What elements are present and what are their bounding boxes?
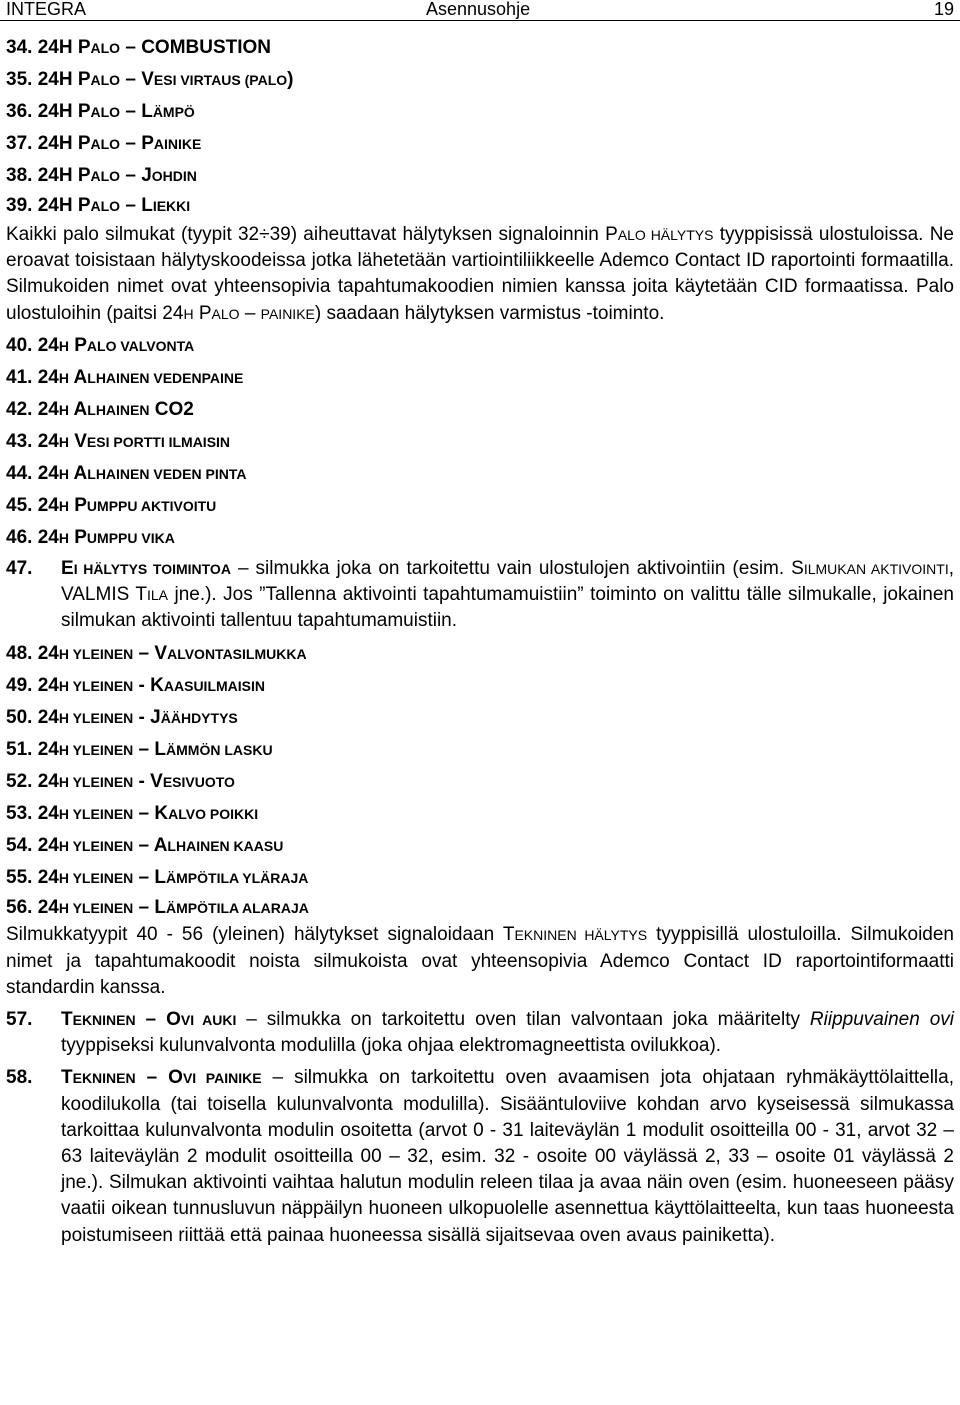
- loop-heading-48: 48. 24H YLEINEN – VALVONTASILMUKKA: [6, 643, 307, 665]
- loop-heading-56: 56. 24H YLEINEN – LÄMPÖTILA ALARAJA: [6, 897, 309, 919]
- loop-heading-39: 39. 24H PALO – LIEKKI: [6, 195, 191, 216]
- loop-item-58: 58. TEKNINEN – OVI PAINIKE – silmukka on tarkoitettu oven avaamisen jota ohjataan ryhmäkäyttölaittella, koodilukolla (tai toisella kulunvalvonta modulilla). Sisääntuloviive kohdan arvo kyseisessä silmukassa tarkoittaa kulunvalvonta modulin osoitetta (arvot 0 - 31 laiteväylän 1 modulit osoitteilla 00 - 31, arvot 32 – 63 laiteväylän 2 modulit osoitteilla 00 – 32, esim. 32 - osoite 00 väylässä 2, 33 – osoite 01 väylässä 2 jne.). Silmukan aktivointi vaihtaa halutun modulin releen tilaa ja avaa näin oven (esim. huoneeseen pääsy vaatii oikean tunnusluvun näppäilyn huoneen ulkopuolelle asennettua käyttölaitteelta, kun taas huoneesta poistumiseen riittää että painaa huoneessa sisällä sijaitsevaa oven avaus painiketta).: [6, 1067, 954, 1246]
- loop-heading-50: 50. 24H YLEINEN - JÄÄHDYTYS: [6, 707, 238, 729]
- loop-heading-35: 35. 24H PALO – VESI VIRTAUS (PALO): [6, 69, 294, 90]
- loop-heading-44: 44. 24H ALHAINEN VEDEN PINTA: [6, 462, 247, 484]
- loop-heading-53: 53. 24H YLEINEN – KALVO POIKKI: [6, 803, 259, 825]
- loop-heading-36: 36. 24H PALO – LÄMPÖ: [6, 101, 195, 122]
- loop-item-47: 47. EI HÄLYTYS TOIMINTOA – silmukka joka on tarkoitettu vain ulostulojen aktivointiin (esim. SILMUKAN AKTIVOINTI, VALMIS TILA jne.). Jos ”Tallenna aktivointi tapahtumamuistiin” toiminto on valittu tälle silmukalle, jokainen silmukan aktivointi tallentuu tapahtumamuistiin.: [6, 557, 955, 632]
- page-header: [0, 0, 960, 21]
- general-loops-description: Silmukkatyypit 40 - 56 (yleinen) hälytykset signaloidaan TEKNINEN HÄLYTYS tyyppisillä ulostuloilla. Silmukoiden nimet ja tapahtumakoodit noista silmukoista ovat yhteensopivia Ademco Contact ID raportointiformaatti standardin kanssa.: [6, 924, 954, 998]
- item-number: 58.: [6, 1067, 33, 1089]
- loop-heading-55: 55. 24H YLEINEN – LÄMPÖTILA YLÄRAJA: [6, 867, 309, 889]
- fire-loops-description: Kaikki palo silmukat (tyypit 32÷39) aiheuttavat hälytyksen signaloinnin PALO HÄLYTYS tyyppisissä ulostuloissa. Ne eroavat toisistaan hälytyskoodeissa jotka lähetetään vartiointiliikkeelle Ademco Contact ID raportointi formaatilla. Silmukoiden nimet ovat yhteensopivia tapahtumakoodien nimien kanssa joita käytetään CID formaatissa. Palo ulostuloihin (paitsi 24H PALO – PAINIKE) saadaan hälytyksen varmistus -toiminto.: [6, 224, 954, 324]
- header-page-number: 19: [933, 0, 954, 19]
- loop-heading-43: 43. 24H VESI PORTTI ILMAISIN: [6, 430, 231, 452]
- loop-heading-45: 45. 24H PUMPPU AKTIVOITU: [6, 494, 217, 516]
- loop-heading-49: 49. 24H YLEINEN - KAASUILMAISIN: [6, 675, 266, 697]
- header-document-title: Asennusohje: [426, 0, 531, 19]
- loop-heading-54: 54. 24H YLEINEN – ALHAINEN KAASU: [6, 835, 284, 857]
- loop-heading-52: 52. 24H YLEINEN - VESIVUOTO: [6, 771, 235, 793]
- loop-heading-40: 40. 24H PALO VALVONTA: [6, 334, 195, 356]
- loop-heading-34: 34. 24H PALO – COMBUSTION: [6, 37, 272, 58]
- loop-heading-37: 37. 24H PALO – PAINIKE: [6, 133, 202, 154]
- loop-heading-41: 41. 24H ALHAINEN VEDENPAINE: [6, 366, 244, 388]
- page-content: [6, 32, 954, 1253]
- header-product-name: INTEGRA: [6, 0, 87, 19]
- loop-item-57: 57. TEKNINEN – OVI AUKI – silmukka on tarkoitettu oven tilan valvontaan joka määritelty Riippuvainen ovi tyyppiseksi kulunvalvonta modulilla (joka ohjaa elektromagneettista ovilukkoa).: [6, 1009, 955, 1057]
- loop-heading-42: 42. 24H ALHAINEN CO2: [6, 398, 194, 420]
- loop-heading-38: 38. 24H PALO – JOHDIN: [6, 165, 197, 186]
- loop-heading-51: 51. 24H YLEINEN – LÄMMÖN LASKU: [6, 739, 273, 761]
- loop-heading-46: 46. 24H PUMPPU VIKA: [6, 526, 175, 548]
- item-number: 57.: [6, 1009, 33, 1031]
- item-number: 47.: [6, 557, 33, 579]
